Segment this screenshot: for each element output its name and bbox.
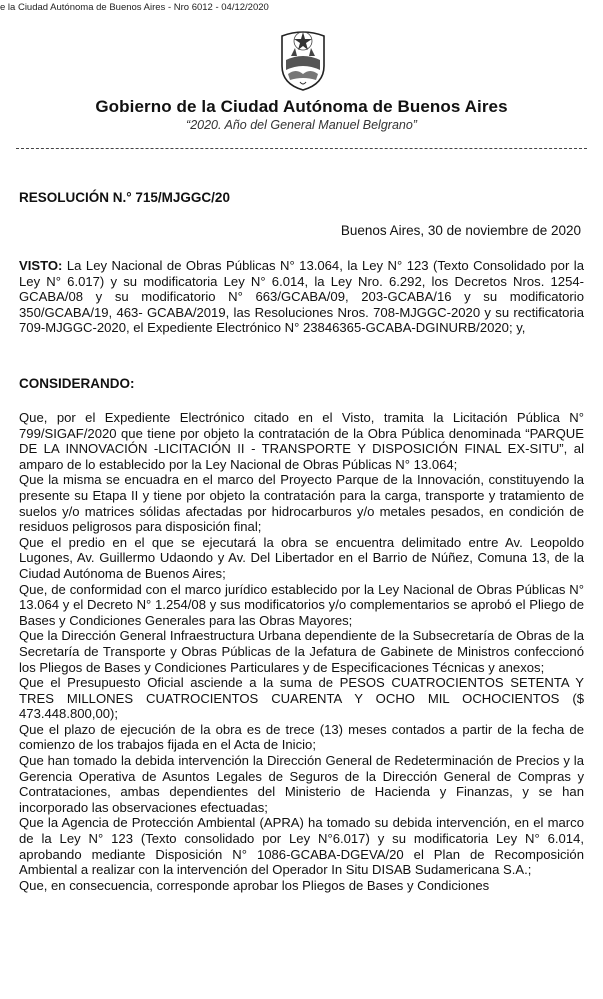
paragraph: Que, por el Expediente Electrónico citado en el Visto, tramita la Licitación Pública N° 799/SIGAF/2020 que tiene por objeto la contratación de la Obra Pública denominada “PARQUE DE LA INNOVACIÓN -LICITACIÓN II - TRANSPORTE Y DISPOSICIÓN FINAL EX-SITU”, al amparo de lo establecido por la Ley Nacional de Obras Públicas N° 13.064; (19, 410, 584, 472)
considerando-paragraphs (19, 410, 584, 893)
bulletin-header-line: e la Ciudad Autónoma de Buenos Aires - Nro 6012 - 04/12/2020 (0, 2, 269, 13)
paragraph: Que el plazo de ejecución de la obra es de trece (13) meses contados a partir de la fecha de comienzo de los trabajos fijada en el Acta de Inicio; (19, 721, 584, 753)
paragraph: Que la Dirección General Infraestructura Urbana dependiente de la Subsecretaría de Obras de la Secretaría de Transporte y Obras Públicas de la Jefatura de Gabinete de Ministros confeccionó los Pliegos de Bases y Condiciones Particulares y de Especificaciones Técnicas y anexos; (19, 628, 584, 675)
paragraph: Que la misma se encuadra en el marco del Proyecto Parque de la Innovación, constituyendo la presente su Etapa II y tiene por objeto la contratación para la carga, transporte y tratamiento de suelos y/o matrices sólidas afectadas por hidrocarburos y/o metales pesados, en condición de residuos peligrosos para disposición final; (19, 472, 584, 535)
place-and-date: Buenos Aires, 30 de noviembre de 2020 (340, 223, 581, 238)
header-divider (16, 148, 587, 149)
government-motto: “2020. Año del General Manuel Belgrano” (186, 118, 417, 132)
resolution-number: RESOLUCIÓN N.° 715/MJGGC/20 (19, 190, 230, 205)
government-title: Gobierno de la Ciudad Autónoma de Buenos Aires (95, 97, 508, 116)
paragraph: Que el Presupuesto Oficial asciende a la suma de PESOS CUATROCIENTOS SETENTA Y TRES MILLONES CUATROCIENTOS CUARENTA Y OCHO MIL OCHOCIENTOS ($ 473.448.800,00); (19, 675, 584, 722)
paragraph: Que, de conformidad con el marco jurídico establecido por la Ley Nacional de Obras Públicas N° 13.064 y el Decreto N° 1.254/08 y sus modificatorios y/o complementarios se aprobó el Pliego de Bases y Condiciones Generales para las Obras Mayores; (19, 581, 584, 628)
visto-section (19, 258, 584, 336)
paragraph: Que la Agencia de Protección Ambiental (APRA) ha tomado su debida intervención, en el marco de la Ley N° 123 (Texto consolidado por Ley N°6.017) y su modificatoria Ley N° 6.014, aprobando mediante Disposición N° 1086-GCABA-DGEVA/20 el Plan de Recomposición Ambiental a realizar con la intervención del Operador In Situ DISAB Sudamericana S.A.; (19, 815, 584, 878)
considerando-heading: CONSIDERANDO: (19, 376, 135, 391)
paragraph: Que, en consecuencia, corresponde aprobar los Pliegos de Bases y Condiciones (19, 877, 490, 893)
city-coat-of-arms-icon (278, 26, 328, 92)
visto-text: La Ley Nacional de Obras Públicas N° 13.064, la Ley N° 123 (Texto Consolidado por la Ley N° 6.017) y su modificatoria Ley N° 6.014, la Ley Nro. 6.292, los Decretos Nros. 1254-GCABA/08 y su modificatorio N° 663/GCABA/09, 203-GCABA/16 y su modificatorio 350/GCABA/19, 463- GCABA/2019, las Resoluciones Nros. 708-MJGGC-2020 y su rectificatoria 709-MJGGC-2020, el Expediente Electrónico N° 23846365-GCABA-DGINURB/2020; y, (19, 258, 584, 336)
paragraph: Que el predio en el que se ejecutará la obra se encuentra delimitado entre Av. Leopoldo Lugones, Av. Guillermo Udaondo y Av. Del Libertador en el Barrio de Núñez, Comuna 13, de la Ciudad Autónoma de Buenos Aires; (19, 534, 584, 581)
paragraph: Que han tomado la debida intervención la Dirección General de Redeterminación de Precios y la Gerencia Operativa de Asuntos Legales de Seguros de la Dirección General de Compras y Contrataciones, ambas dependientes del Ministerio de Hacienda y Finanzas, y se han incorporado las observaciones efectuadas; (19, 753, 584, 815)
visto-label: VISTO: (19, 258, 63, 273)
